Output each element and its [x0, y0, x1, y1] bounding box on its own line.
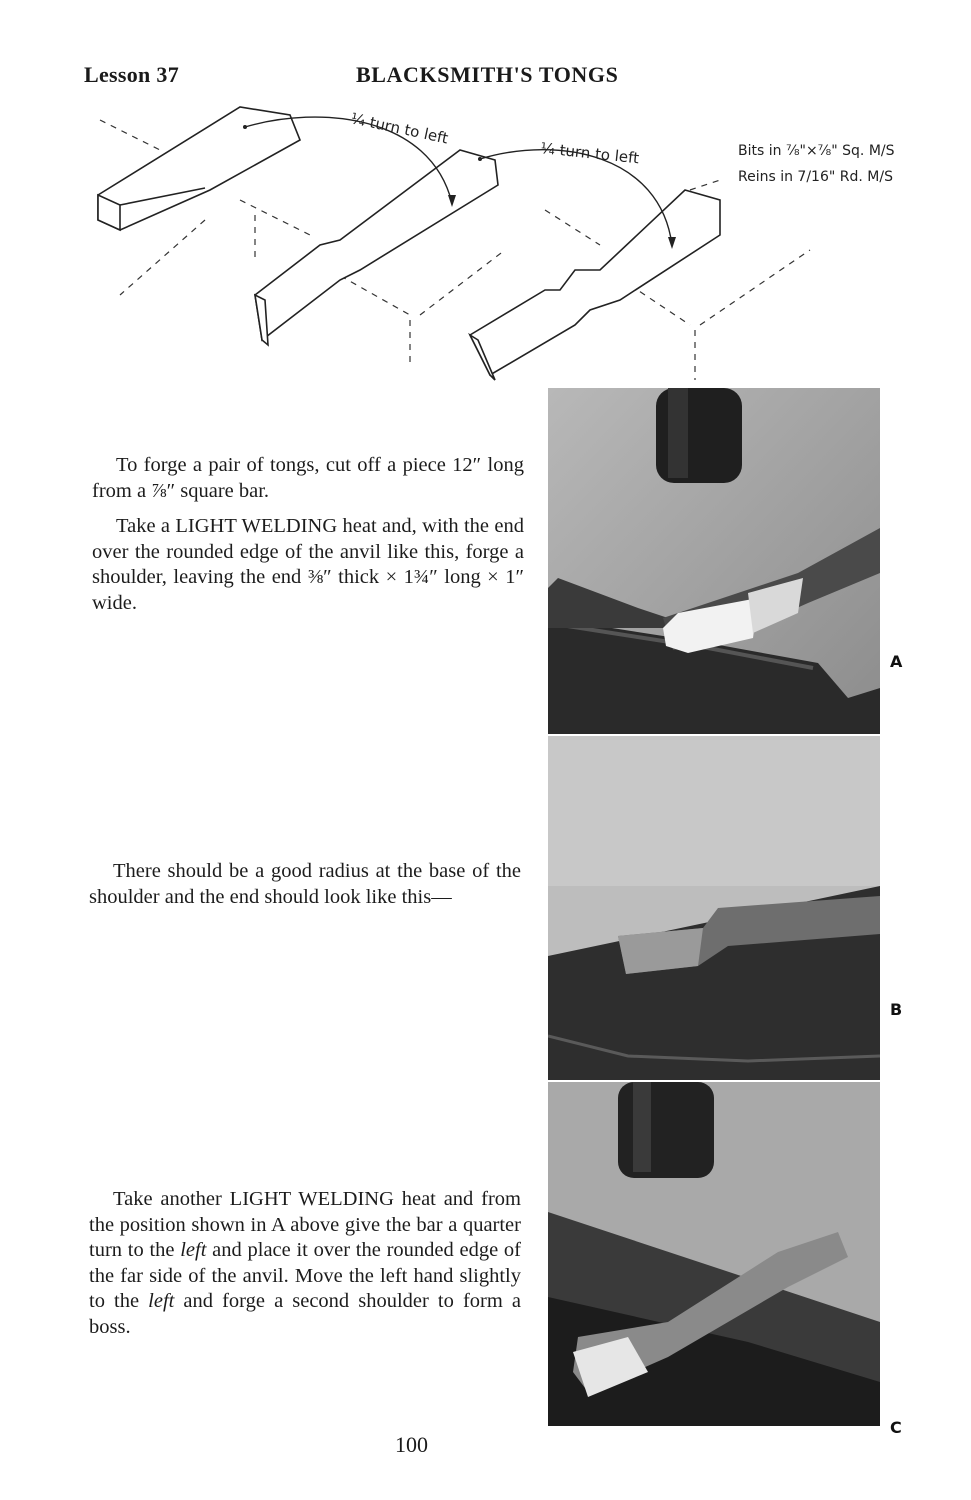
photo-label-c: C — [890, 1418, 902, 1437]
photo-label-b: B — [890, 1000, 903, 1019]
paragraph-3: There should be a good radius at the base of the shoulder and the end should look like this— — [89, 860, 521, 908]
paragraph-1: To forge a pair of tongs, cut off a piece 12″ long from a ⅞″ square bar. — [92, 454, 524, 502]
spec-line-1: Bits in ⅞"×⅞" Sq. M/S — [738, 143, 895, 159]
spec-line-2: Reins in 7/16" Rd. M/S — [738, 169, 893, 185]
tong-forging-diagram — [0, 95, 971, 385]
intro-text — [92, 453, 524, 626]
page-number: 100 — [395, 1432, 428, 1457]
turn-label-1: ¼ turn to left — [349, 109, 450, 148]
photo-a — [548, 388, 880, 734]
page-title: BLACKSMITH'S TONGS — [356, 62, 619, 87]
shoulder-text — [89, 859, 521, 920]
paragraph-2: Take a LIGHT WELDING heat and, with the end over the rounded edge of the anvil like this, forge a shoulder, leaving the end ⅜″ thick × 1¾″ long × 1″ wide. — [92, 515, 524, 614]
photo-b — [548, 736, 880, 1080]
lesson-number: Lesson 37 — [84, 62, 179, 87]
turn-label-2: ¼ turn to left — [539, 139, 640, 168]
paragraph-4: Take another LIGHT WELDING heat and from the position shown in A above give the bar a quarter turn to the left and place it over the rounded edge of the far side of the anvil. Move the left hand slightly to the left and forge a second shoulder to form a boss. — [89, 1188, 521, 1338]
photo-c — [548, 1082, 880, 1426]
boss-text — [89, 1187, 521, 1350]
photo-label-a: A — [890, 652, 903, 671]
